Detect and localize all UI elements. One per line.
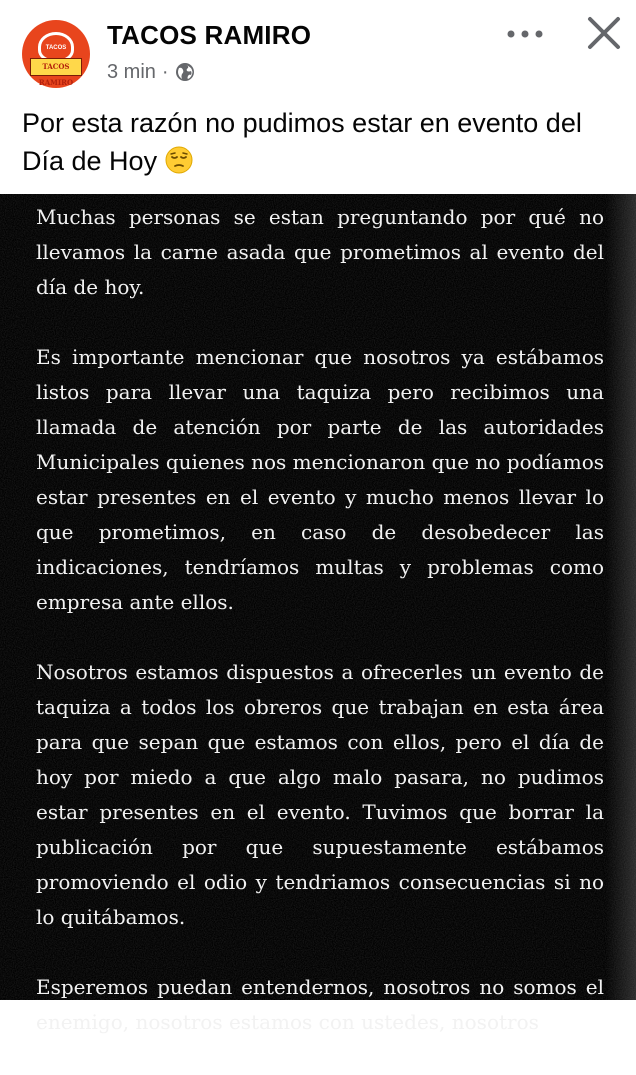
- more-horizontal-icon: [502, 18, 548, 50]
- image-paragraph: Esperemos puedan entendernos, nosotros no somos el enemigo, nosotros estamos con ustedes, nosotros: [36, 975, 604, 1034]
- avatar-logo-banner: TACOS RAMIRO: [30, 58, 82, 76]
- avatar-logo-small-text: TACOS: [45, 45, 67, 51]
- image-paragraph: Es importante mencionar que nosotros ya estábamos listos para llevar una taquiza pero recibimos una llamada de atención por parte de las autoridades Municipales quienes nos mencionaron que no podíamos estar presentes en el evento y mucho menos llevar lo que prometimos, en caso de desobedecer las indicaciones, tendríamos multas y problemas como empresa ante ellos.: [36, 345, 604, 614]
- post-image[interactable]: [0, 194, 636, 1034]
- meta-separator: ·: [161, 60, 169, 83]
- post-timestamp[interactable]: 3 min: [107, 60, 156, 83]
- page-avatar[interactable]: [22, 20, 90, 88]
- post-meta: [107, 60, 195, 84]
- post-header: [0, 0, 636, 100]
- image-paragraph: Nosotros estamos dispuestos a ofrecerles un evento de taquiza a todos los obreros que trabajan en esta área para que sepan que estamos con ellos, pero el día de hoy por miedo a que algo malo pasara, no pudimos estar presentes en el evento. Tuvimos que borrar la publicación por que supuestamente estábamos promoviendo el odio y tendriamos consecuencias si no lo quitábamos.: [36, 660, 604, 929]
- more-options-button[interactable]: [502, 18, 548, 50]
- image-paragraph: Muchas personas se estan preguntando por qué no llevamos la carne asada que prometimos al evento del día de hoy.: [36, 205, 604, 299]
- image-worn-edge: [606, 194, 636, 1000]
- page-name-link[interactable]: TACOS RAMIRO: [107, 20, 312, 50]
- pensive-face-emoji-icon: [165, 146, 193, 174]
- close-icon: [580, 12, 626, 54]
- globe-icon[interactable]: [175, 62, 195, 82]
- image-text-block: [36, 200, 604, 1075]
- post-caption-text: Por esta razón no pudimos estar en evento del Día de Hoy: [22, 108, 582, 176]
- close-post-button[interactable]: [580, 12, 626, 54]
- post-caption: [22, 104, 622, 180]
